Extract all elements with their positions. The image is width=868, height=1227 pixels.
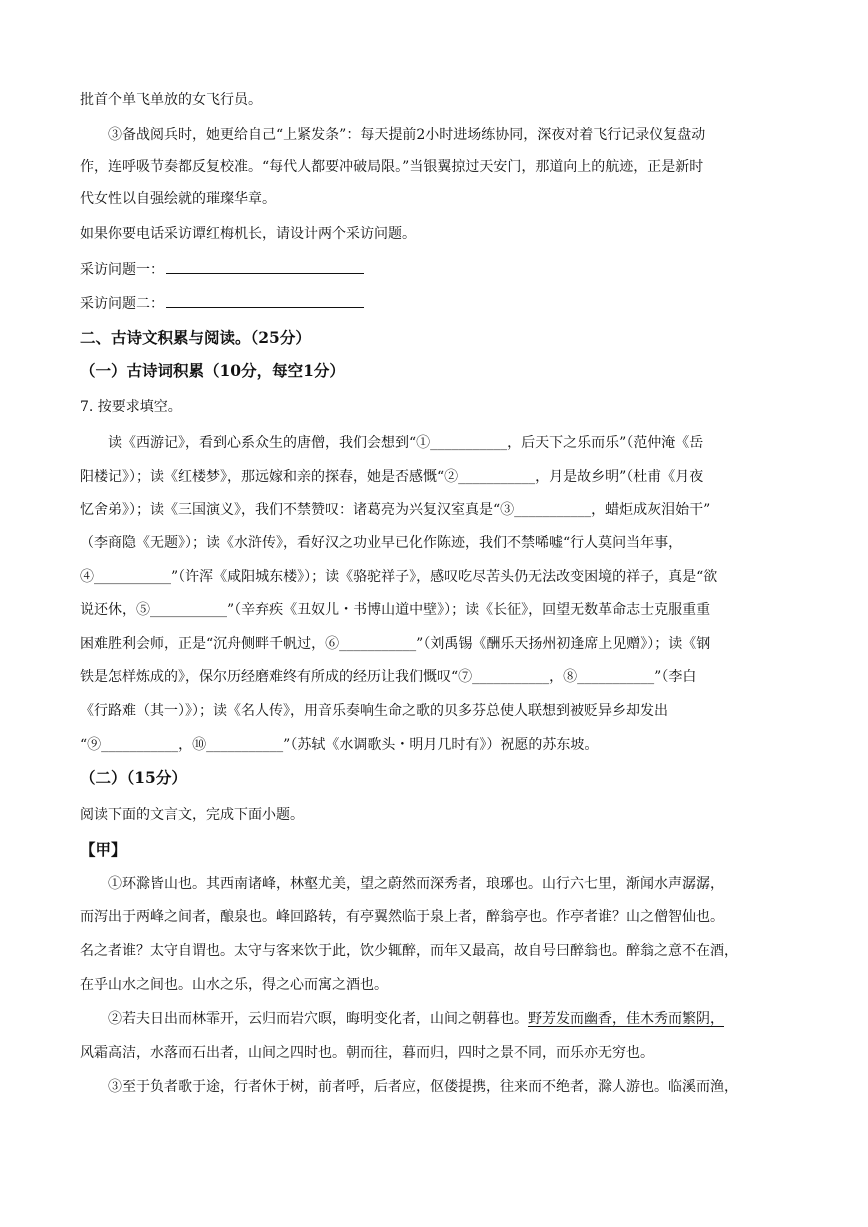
fill-in-line: “⑨___________，⑩___________”（苏轼《水调歌头・明月几时有》）祝愿的苏东坡。 [80,737,599,753]
text-line: ③备战阅兵时，她更给自己“上紧发条”：每天提前2小时进场练协同，深夜对着飞行记录仪复盘动 [108,127,706,143]
text-line: 如果你要电话采访谭红梅机长，请设计两个采访问题。 [80,226,416,242]
answer-blank[interactable] [166,259,364,274]
passage-text: ②若夫日出而林霏开，云归而岩穴暝，晦明变化者，山间之朝暮也。 [108,1011,528,1027]
underlined-sentence: 野芳发而幽香，佳木秀而繁阴， [528,1011,724,1027]
passage-line: 在乎山水之间也。山水之乐，得之心而寓之酒也。 [80,977,388,993]
fill-in-line: （李商隐《无题》）；读《水浒传》，看好汉之功业早已化作陈迹，我们不禁唏嘘“行人莫问当年事， [80,535,683,551]
passage-line: 名之者谁？太守自谓也。太守与客来饮于此，饮少辄醉，而年又最高，故自号曰醉翁也。醉翁之意不在酒， [80,943,738,959]
passage-line: ③至于负者歌于途，行者休于树，前者呼，后者应，伛偻提携，往来而不绝者，滁人游也。临溪而渔， [108,1079,738,1095]
passage-line: 而泻出于两峰之间者，酿泉也。峰回路转，有亭翼然临于泉上者，醉翁亭也。作亭者谁？山之僧智仙也。 [80,909,724,925]
subsection-heading: （一）古诗词积累（10分，每空1分） [80,361,345,380]
question-title: 7. 按要求填空。 [80,399,182,415]
interview-question-2 [80,293,364,314]
fill-in-line: 忆舍弟》）；读《三国演义》，我们不禁赞叹：诸葛亮为兴复汉室真是“③___________，蜡炬成灰泪始干” [80,502,711,518]
passage-line: 风霜高洁，水落而石出者，山间之四时也。朝而往，暮而归，四时之景不同，而乐亦无穷也。 [80,1045,654,1061]
fill-in-line: ④___________”（许浑《咸阳城东楼》）；读《骆驼祥子》，感叹吃尽苦头仍无法改变困境的祥子，真是“欲 [80,569,718,585]
text-line: 批首个单飞单放的女飞行员。 [80,92,262,108]
answer-blank[interactable] [166,293,364,308]
fill-in-line: 铁是怎样炼成的》，保尔历经磨难终有所成的经历让我们慨叹“⑦___________，⑧___________”（李白 [80,669,697,685]
passage-label: 【甲】 [80,840,127,859]
passage-line: ①环滁皆山也。其西南诸峰，林壑尤美，望之蔚然而深秀者，琅琊也。山行六七里，渐闻水声潺潺， [108,876,724,892]
instruction-text: 阅读下面的文言文，完成下面小题。 [80,807,304,823]
text-line: 代女性以自强绘就的璀璨华章。 [80,191,276,207]
fill-in-line: 读《西游记》，看到心系众生的唐僧，我们会想到“①___________，后天下之乐而乐”（范仲淹《岳 [108,435,704,451]
text-line: 作，连呼吸节奏都反复校准。“每代人都要冲破局限。”当银翼掠过天安门，那道向上的航迹，正是新时 [80,159,704,175]
fill-in-line: 困难胜利会师，正是“沉舟侧畔千帆过，⑥___________”（刘禹锡《酬乐天扬州初逢席上见赠》）；读《钢 [80,636,711,652]
passage-line [108,1009,724,1029]
question-label: 采访问题一： [80,262,164,278]
section-heading: 二、古诗文积累与阅读。（25分） [80,328,311,347]
subsection-heading: （二）（15分） [80,768,187,787]
interview-question-1 [80,259,364,280]
fill-in-line: 说还休，⑤___________”（辛弃疾《丑奴儿・书博山道中壁》）；读《长征》，回望无数革命志士克服重重 [80,602,711,618]
fill-in-line: 阳楼记》）；读《红楼梦》，那远嫁和亲的探春，她是否感慨“②___________，月是故乡明”（杜甫《月夜 [80,469,704,485]
fill-in-line: 《行路难（其一）》）；读《名人传》，用音乐奏响生命之歌的贝多芬总使人联想到被贬异乡却发出 [80,703,668,719]
question-label: 采访问题二： [80,296,164,312]
